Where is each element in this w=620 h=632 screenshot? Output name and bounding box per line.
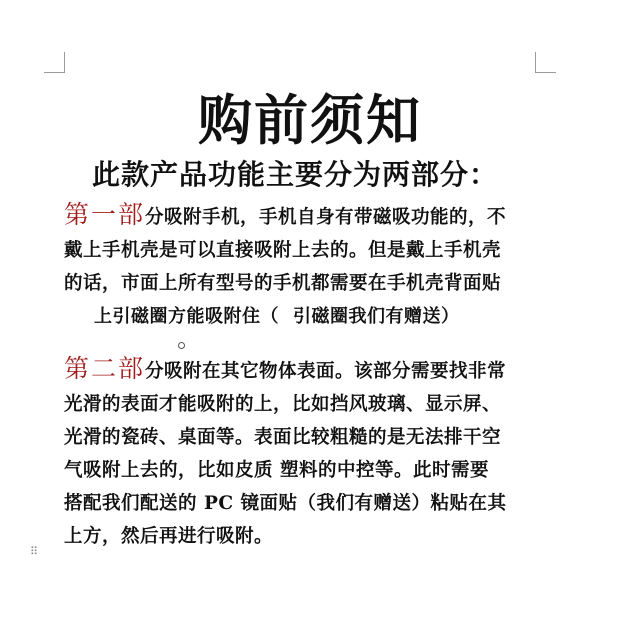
part2-line-1 (64, 352, 544, 388)
part2-text-1: 分吸附在其它物体表面。该部分需要找非常 (145, 361, 507, 382)
section-part-1 (64, 198, 544, 333)
part1-text-3: 的话，市面上所有型号的手机都需要在手机壳背面贴 (64, 273, 502, 294)
paragraph-anchor-icon[interactable]: ⠿ (30, 545, 39, 558)
part1-text-1: 分吸附手机，手机自身有带磁吸功能的，不 (145, 207, 507, 228)
subtitle: 此款产品功能主要分为两部分： (92, 158, 499, 191)
part1-highlight (94, 300, 544, 333)
part2-text-6: 上方，然后再进行吸附。 (64, 526, 274, 547)
part1-highlight-b: 引磁圈我们有赠送） (293, 306, 460, 327)
part2-text-5: 搭配我们配送的 PC 镜面贴（我们有赠送）粘贴在其 (64, 493, 507, 514)
crop-mark-top-left-icon (44, 52, 65, 73)
part1-line-1 (64, 198, 544, 234)
crop-mark-top-right-icon (535, 52, 556, 73)
section-part-2 (64, 352, 544, 553)
page-title: 购前须知 (198, 88, 422, 152)
part2-text-2: 光滑的表面才能吸附的上，比如挡风玻璃、显示屏、 (64, 394, 502, 415)
part1-lead: 第一部 (64, 200, 146, 229)
part1-text-2: 戴上手机壳是可以直接吸附上去的。但是戴上手机壳 (64, 240, 502, 261)
part2-text-3: 光滑的瓷砖、桌面等。表面比较粗糙的是无法排干空 (64, 427, 502, 448)
part1-highlight-a: 上引磁圈方能吸附住（ (94, 306, 279, 327)
part2-text-4: 气吸附上去的，比如皮质 塑料的中控等。此时需要 (64, 460, 489, 481)
cursor-dot-icon (178, 342, 185, 349)
part2-lead: 第二部 (64, 354, 146, 383)
